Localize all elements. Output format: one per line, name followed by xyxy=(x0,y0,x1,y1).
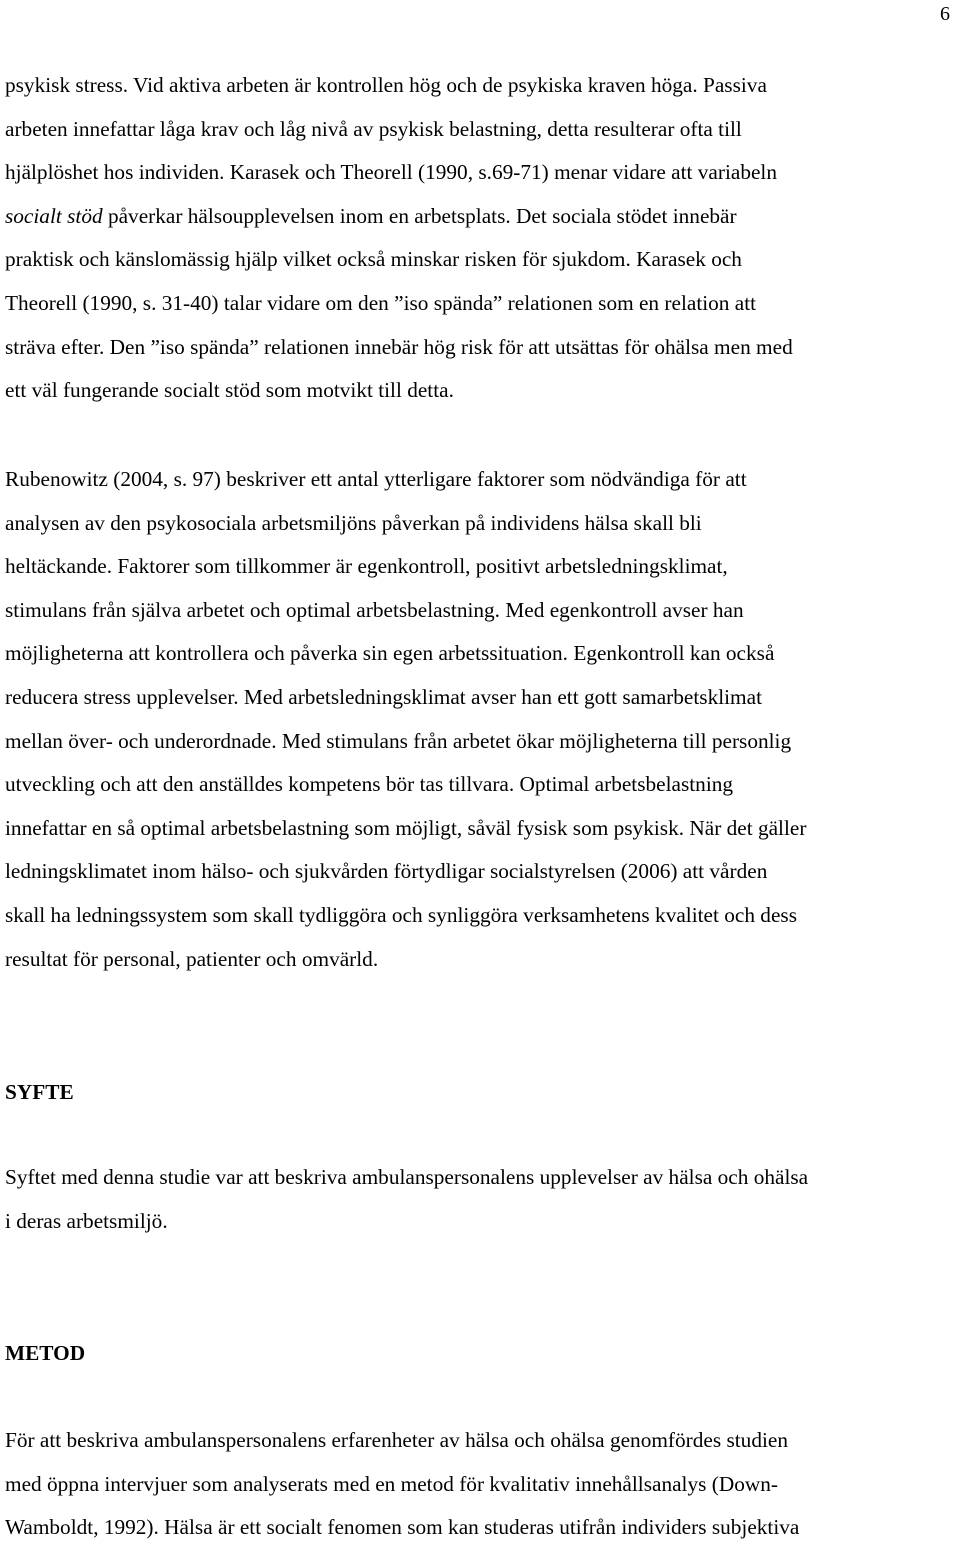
text-line: reducera stress upplevelser. Med arbetsledningsklimat avser han ett gott samarbetsklimat xyxy=(5,684,762,709)
text-line: För att beskriva ambulanspersonalens erfarenheter av hälsa och ohälsa genomfördes studien xyxy=(5,1428,788,1452)
text-line: ledningsklimatet inom hälso- och sjukvården förtydligar socialstyrelsen (2006) att vården xyxy=(5,859,768,884)
text-line: heltäckande. Faktorer som tillkommer är egenkontroll, positivt arbetsledningsklimat, xyxy=(5,554,728,579)
text-line: arbeten innefattar låga krav och låg nivå av psykisk belastning, detta resulterar ofta till xyxy=(5,116,742,141)
text-line: utveckling och att den anställdes kompetens bör tas tillvara. Optimal arbetsbelastning xyxy=(5,772,734,797)
paragraph-stress-control xyxy=(5,64,957,413)
section-heading-syfte: SYFTE xyxy=(5,1080,74,1104)
text-line: med öppna intervjuer som analyserats med en metod för kvalitativ innehållsanalys (Down- xyxy=(5,1471,778,1496)
paragraph-rubenowitz xyxy=(5,458,957,981)
text-line: Wamboldt, 1992). Hälsa är ett socialt fenomen som kan studeras utifrån individers subjektiva xyxy=(5,1515,800,1540)
text-line: analysen av den psykosociala arbetsmiljöns påverkan på individens hälsa skall bli xyxy=(5,510,702,535)
text-line: möjligheterna att kontrollera och påverka sin egen arbetssituation. Egenkontroll kan också xyxy=(5,641,775,666)
text-line-with-italic xyxy=(5,195,957,239)
italic-term: socialt stöd xyxy=(5,203,103,228)
paragraph-metod xyxy=(5,1419,957,1550)
text-line: i deras arbetsmiljö. xyxy=(5,1208,168,1233)
text-line: sträva efter. Den ”iso spända” relationen innebär hög risk för att utsättas för ohälsa men med xyxy=(5,334,793,359)
text-line: Syftet med denna studie var att beskriva ambulanspersonalens upplevelser av hälsa och ohälsa xyxy=(5,1165,809,1189)
section-heading-metod: METOD xyxy=(5,1341,86,1365)
page-number: 6 xyxy=(940,3,950,25)
text-line: skall ha ledningssystem som skall tydliggöra och synliggöra verksamhetens kvalitet och dess xyxy=(5,902,797,927)
text-line: Theorell (1990, s. 31-40) talar vidare om den ”iso spända” relationen som en relation att xyxy=(5,290,757,315)
text-line: psykisk stress. Vid aktiva arbeten är kontrollen hög och de psykiska kraven höga. Passiva xyxy=(5,73,767,97)
text-line: resultat för personal, patienter och omvärld. xyxy=(5,946,379,971)
text-line: innefattar en så optimal arbetsbelastning som möjligt, såväl fysisk som psykisk. När det gäller xyxy=(5,815,807,840)
text-line: stimulans från själva arbetet och optimal arbetsbelastning. Med egenkontroll avser han xyxy=(5,597,744,622)
paragraph-syfte xyxy=(5,1156,957,1243)
text-line: praktisk och känslomässig hjälp vilket också minskar risken för sjukdom. Karasek och xyxy=(5,247,742,272)
text-segment: påverkar hälsoupplevelsen inom en arbetsplats. Det sociala stödet innebär xyxy=(107,203,737,228)
text-line: hjälplöshet hos individen. Karasek och Theorell (1990, s.69-71) menar vidare att variabeln xyxy=(5,160,777,185)
text-line: ett väl fungerande socialt stöd som motvikt till detta. xyxy=(5,378,454,403)
text-line: mellan över- och underordnade. Med stimulans från arbetet ökar möjligheterna till personlig xyxy=(5,728,792,753)
text-line: Rubenowitz (2004, s. 97) beskriver ett antal ytterligare faktorer som nödvändiga för att xyxy=(5,467,747,491)
